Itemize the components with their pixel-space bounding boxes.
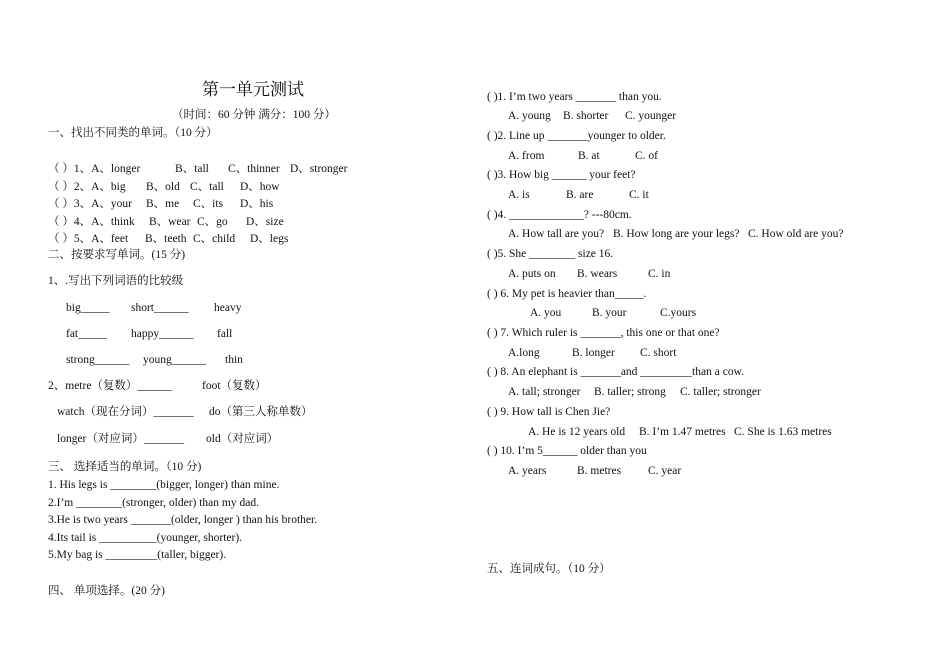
section2-line3: watch（现在分词）_______ do（第三人称单数）: [57, 406, 313, 418]
question: ( ) 7. Which ruler is _______, this one or that one?: [487, 327, 720, 339]
list-item: （ ）1、A、longer B、tall C、thinner D、stronger: [48, 163, 348, 175]
question: ( )3. How big ______ your feet?: [487, 169, 636, 181]
section2-line2: 2、metre（复数）______ foot（复数）: [48, 380, 267, 392]
list-item: 5.My bag is _________(taller, bigger).: [48, 549, 227, 561]
section4-heading: 四、 单项选择。(20 分): [48, 585, 165, 597]
question: ( )4. _____________? ---80cm.: [487, 209, 632, 221]
list-item: fat_____ happy______ fall: [66, 328, 233, 340]
list-item: 4.Its tail is __________(younger, shorter).: [48, 532, 243, 544]
list-item: big_____ short______ heavy: [66, 302, 242, 314]
question: ( ) 9. How tall is Chen Jie?: [487, 406, 611, 418]
question: ( ) 8. An elephant is _______and _________than a cow.: [487, 366, 744, 378]
question-options: A. from B. at C. of: [508, 150, 658, 162]
question: ( )5. She ________ size 16.: [487, 248, 614, 260]
question-options: A. tall; stronger B. taller; strong C. taller; stronger: [508, 386, 761, 398]
question: ( ) 6. My pet is heavier than_____.: [487, 288, 647, 300]
list-item: （ ）3、A、your B、me C、its D、his: [48, 198, 274, 210]
page-title: 第一单元测试: [202, 80, 304, 99]
list-item: （ ）5、A、feet B、teeth C、child D、legs: [48, 233, 289, 245]
list-item: 1. His legs is ________(bigger, longer) than mine.: [48, 479, 280, 491]
section2-heading: 二、按要求写单词。(15 分): [48, 249, 186, 261]
question-options: A. you B. your C.yours: [530, 307, 697, 319]
question-options: A. years B. metres C. year: [508, 465, 682, 477]
section5-heading: 五、连词成句。（10 分）: [487, 563, 611, 575]
question: ( )2. Line up _______younger to older.: [487, 130, 666, 142]
list-item: （ ）2、A、big B、old C、tall D、how: [48, 181, 280, 193]
test-info: （时间：60 分钟 满分：100 分）: [172, 109, 336, 121]
list-item: strong______ young______ thin: [66, 354, 243, 366]
question-options: A. How tall are you? B. How long are your legs? C. How old are you?: [508, 228, 844, 240]
question: ( ) 10. I’m 5______ older than you: [487, 445, 647, 457]
question-options: A. is B. are C. it: [508, 189, 649, 201]
section3-heading: 三、 选择适当的单词。（10 分): [48, 461, 202, 473]
question-options: A. He is 12 years old B. I’m 1.47 metres C. She is 1.63 metres: [528, 426, 832, 438]
list-item: 2.I’m ________(stronger, older) than my dad.: [48, 497, 259, 509]
question: ( )1. I’m two years _______ than you.: [487, 91, 662, 103]
question-options: A. young B. shorter C. younger: [508, 110, 677, 122]
question-options: A. puts on B. wears C. in: [508, 268, 671, 280]
section2-line4: longer（对应词）_______ old（对应词）: [57, 433, 279, 445]
section1-heading: 一、找出不同类的单词。（10 分）: [48, 127, 218, 139]
list-item: 3.He is two years _______(older, longer ) than his brother.: [48, 514, 318, 526]
question-options: A.long B. longer C. short: [508, 347, 677, 359]
section2-sub1: 1、.写出下列词语的比较级: [48, 275, 184, 287]
list-item: （ ）4、A、think B、wear C、go D、size: [48, 216, 284, 228]
